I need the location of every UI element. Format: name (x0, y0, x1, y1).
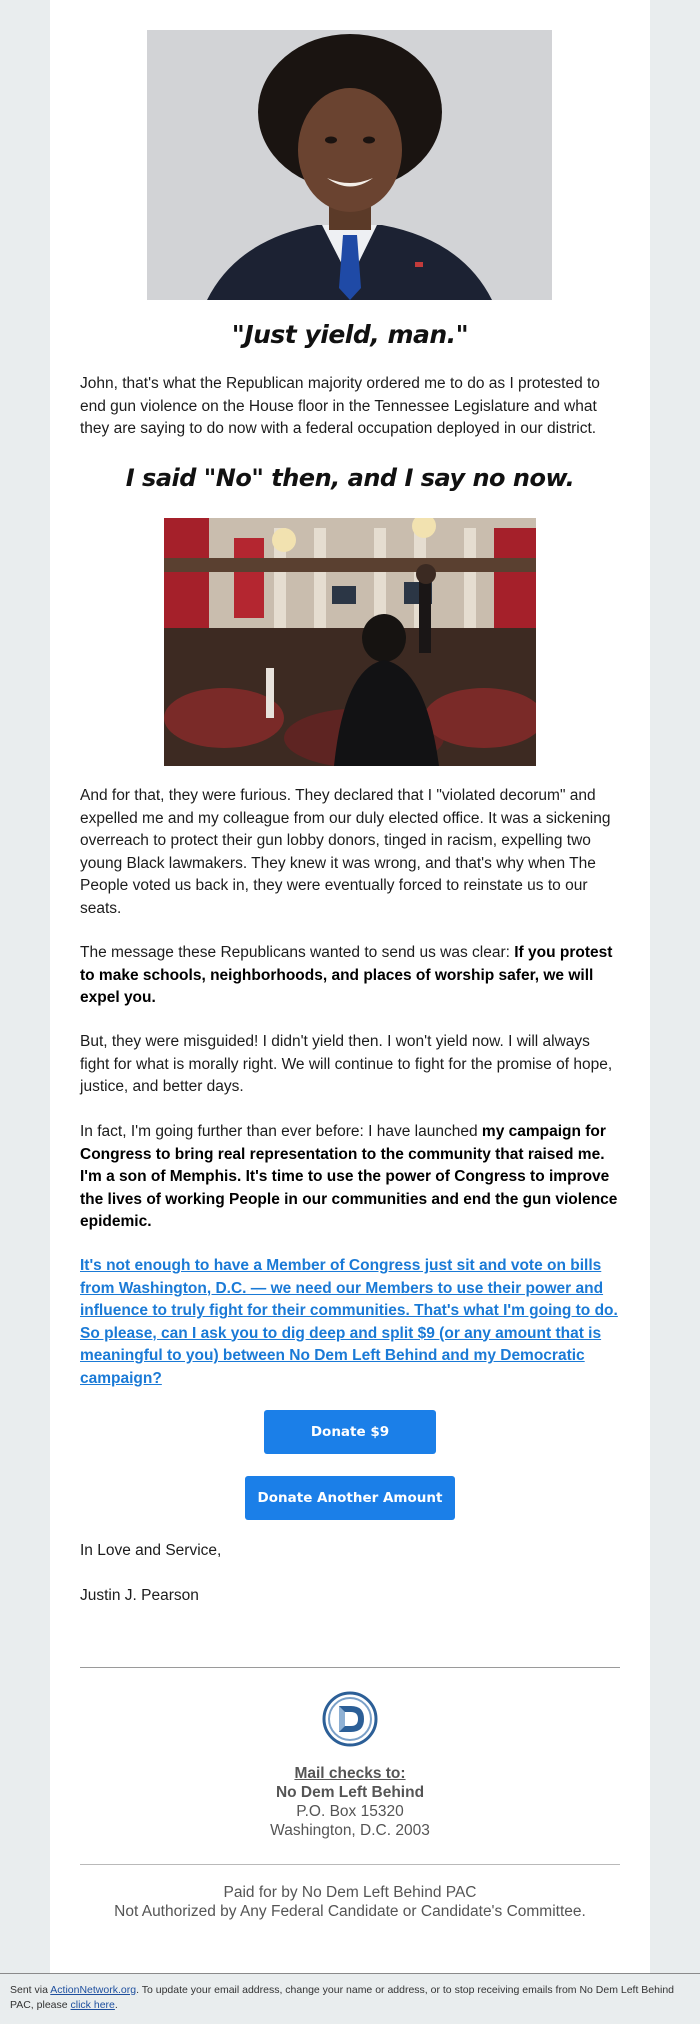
sent-via-text: Sent via (10, 1984, 51, 1996)
signoff-text: In Love and Service, (80, 1542, 222, 1559)
headline-said-no: I said "No" then, and I say no now. (125, 464, 575, 492)
campaign-bold-text: my campaign for Congress to bring real representation to the community that raised me. I'm a son of Memphis. It's time to use the power of Congress to improve the lives of working People in our communities and end the gun violence epidemic. (80, 1123, 618, 1230)
email-card (50, 0, 650, 1973)
mail-city: Washington, D.C. 2003 (270, 1822, 430, 1839)
signature-name: Justin J. Pearson (80, 1587, 199, 1604)
portrait-photo (147, 30, 552, 300)
no-dem-left-behind-d-logo-icon (322, 1691, 378, 1747)
donate-9-button[interactable]: Donate $9 (264, 1410, 436, 1454)
actionnetwork-link[interactable]: ActionNetwork.org (50, 1984, 137, 1996)
not-authorized-disclaimer: Not Authorized by Any Federal Candidate or Candidate's Committee. (114, 1903, 586, 1920)
message-bold-text: If you protest to make schools, neighborhoods, and places of worship safer, we will expel you. (80, 944, 613, 1006)
donate-another-amount-button[interactable]: Donate Another Amount (245, 1476, 455, 1520)
intro-paragraph: John, that's what the Republican majority ordered me to do as I protested to end gun violence on the House floor in the Tennessee Legislature and what they are saying to do now with a federal occupation deployed in our district. (80, 375, 600, 437)
donation-cta-link[interactable]: It's not enough to have a Member of Congress just sit and vote on bills from Washington, D.C. — we need our Members to use their power and influence to truly fight for their communities. That's what I'm going to do. So please, can I ask you to dig deep and split $9 (or any amount that is meaningful to you) between No Dem Left Behind and my Democratic campaign? (80, 1257, 618, 1387)
unsubscribe-strip (0, 1973, 700, 2024)
disclaimer-divider (80, 1864, 620, 1865)
po-box: P.O. Box 15320 (296, 1803, 404, 1820)
org-name: No Dem Left Behind (275, 1784, 425, 1801)
strip-end-text: . (114, 1999, 118, 2011)
paid-for-disclaimer: Paid for by No Dem Left Behind PAC (223, 1884, 477, 1901)
furious-paragraph: And for that, they were furious. They declared that I "violated decorum" and expelled me and my colleague from our duly elected office. It was a sickening overreach to protect their gun lobby donors, tinged in racism, expelling two young Black lawmakers. They knew it was wrong, and that's why when The People voted us back in, they were eventually forced to reinstate us to our seats. (80, 787, 611, 917)
click-here-link[interactable]: click here (70, 1999, 115, 2011)
headline-just-yield: "Just yield, man." (231, 320, 469, 349)
campaign-lead-text: In fact, I'm going further than ever before: I have launched (80, 1123, 482, 1140)
house-chamber-photo (164, 518, 536, 766)
misguided-paragraph: But, they were misguided! I didn't yield then. I won't yield now. I will always fight for what is morally right. We will continue to fight for the promise of hope, justice, and better days. (80, 1033, 613, 1095)
message-lead-text: The message these Republicans wanted to send us was clear: (80, 944, 515, 961)
footer-divider (80, 1667, 620, 1668)
mail-checks-label: Mail checks to: (294, 1765, 406, 1782)
update-info-text: . To update your email address, change your name or address, or to stop receiving emails from No Dem Left Behind PAC, please (10, 1984, 674, 2011)
campaign-paragraph (80, 1121, 620, 1234)
message-paragraph (80, 942, 620, 1010)
